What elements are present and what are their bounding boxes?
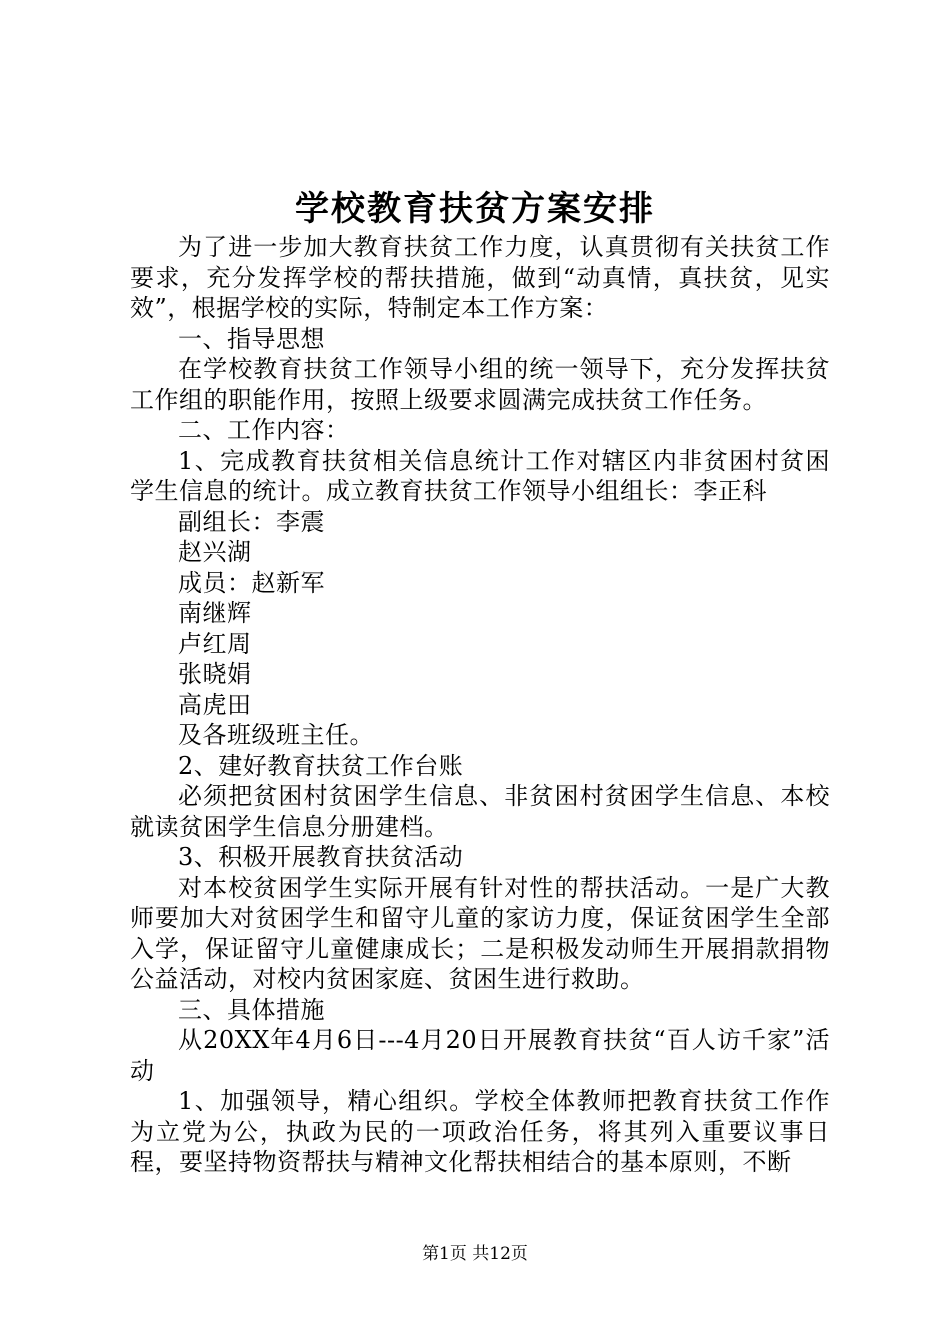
list-item: 南继辉 xyxy=(178,599,252,627)
paragraph: 为了进一步加大教育扶贫工作力度，认真贯彻有关扶贫工作要求，充分发挥学校的帮扶措施，做到“动真情，真扶贫，见实效”，根据学校的实际，特制定本工作方案： xyxy=(130,233,830,322)
list-item: 及各班级班主任。 xyxy=(178,721,374,749)
paragraph: 从20XX年4月6日---4月20日开展教育扶贫“百人访千家”活动 xyxy=(130,1026,830,1085)
section-heading: 三、具体措施 xyxy=(178,995,325,1024)
subsection-heading: 2、建好教育扶贫工作台账 xyxy=(178,751,464,780)
subsection-heading: 3、积极开展教育扶贫活动 xyxy=(178,843,464,871)
list-item: 副组长：李震 xyxy=(178,507,325,536)
section-heading: 二、工作内容： xyxy=(178,416,350,444)
document-title: 学校教育扶贫方案安排 xyxy=(295,189,655,229)
paragraph: 必须把贫困村贫困学生信息、非贫困村贫困学生信息、本校就读贫困学生信息分册建档。 xyxy=(130,782,830,841)
list-item: 赵兴湖 xyxy=(178,538,252,566)
paragraph: 对本校贫困学生实际开展有针对性的帮扶活动。一是广大教师要加大对贫困学生和留守儿童的家访力度，保证贫困学生全部入学，保证留守儿童健康成长；二是积极发动师生开展捐款捐物公益活动，对校内贫困家庭、贫困生进行救助。 xyxy=(130,873,830,993)
paragraph: 1、完成教育扶贫相关信息统计工作对辖区内非贫困村贫困学生信息的统计。成立教育扶贫工作领导小组组长：李正科 xyxy=(130,446,830,505)
list-item: 张晓娟 xyxy=(178,660,252,688)
list-item: 高虎田 xyxy=(178,690,252,719)
page-indicator: 第1页 共12页 xyxy=(422,1244,528,1264)
paragraph: 在学校教育扶贫工作领导小组的统一领导下，充分发挥扶贫工作组的职能作用，按照上级要求圆满完成扶贫工作任务。 xyxy=(130,355,830,414)
paragraph: 1、加强领导，精心组织。学校全体教师把教育扶贫工作作为立党为公，执政为民的一项政治任务，将其列入重要议事日程，要坚持物资帮扶与精神文化帮扶相结合的基本原则，不断 xyxy=(130,1087,830,1176)
list-item: 卢红周 xyxy=(178,629,252,658)
list-item: 成员：赵新军 xyxy=(178,568,325,597)
document-body xyxy=(130,232,830,1178)
section-heading: 一、指导思想 xyxy=(178,324,325,353)
